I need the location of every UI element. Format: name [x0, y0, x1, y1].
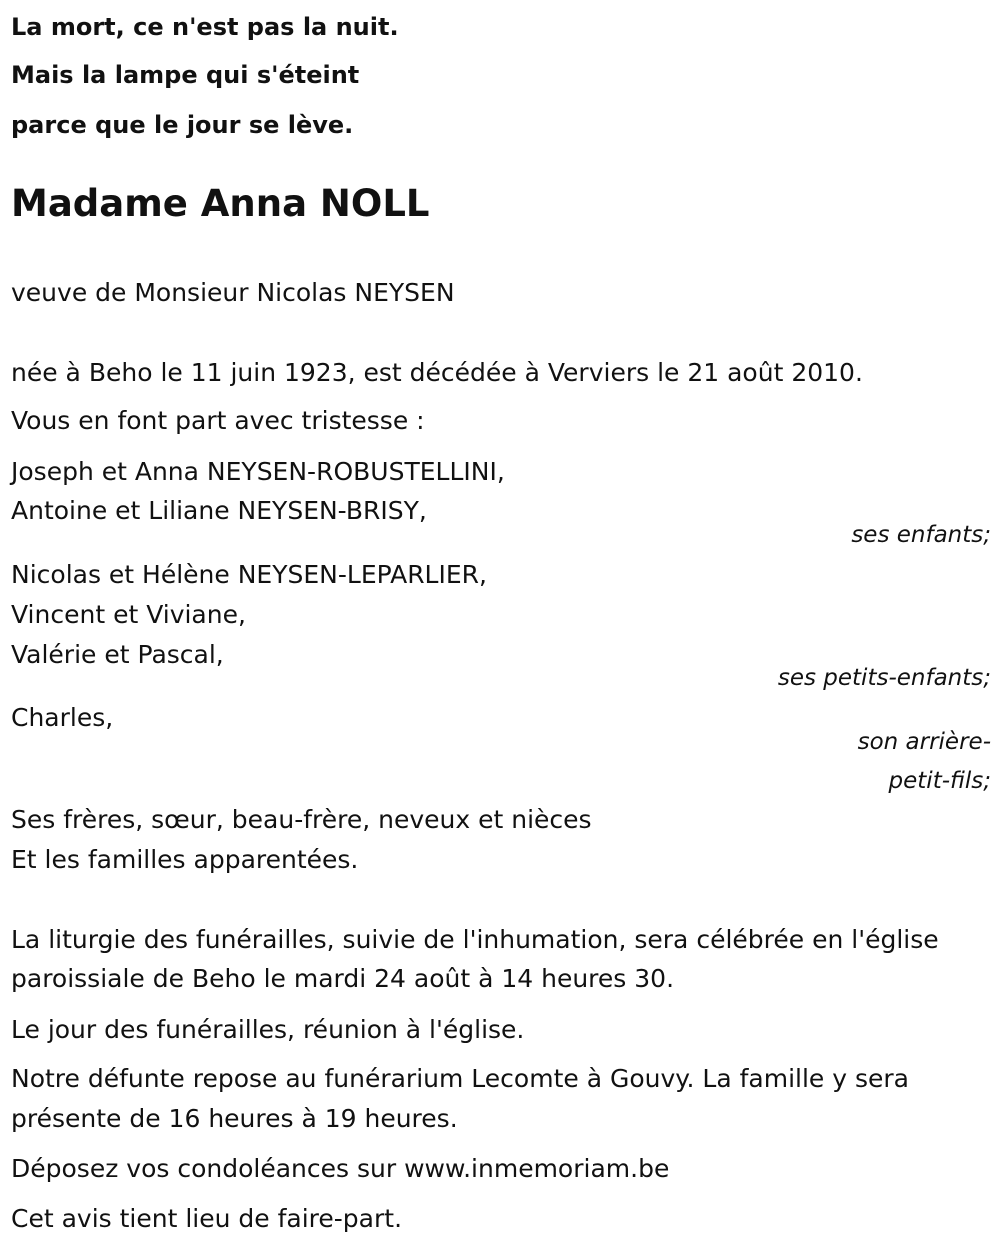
great-grandchild-role-line-2: petit-fils;	[888, 768, 991, 794]
funeral-info-line-2: paroissiale de Beho le mardi 24 août à 14 heures 30.	[11, 964, 675, 993]
other-family-line-1: Ses frères, sœur, beau-frère, neveux et nièces	[11, 805, 592, 834]
great-grandchild-line-1: Charles,	[11, 703, 114, 732]
birth-death-line: née à Beho le 11 juin 1923, est décédée à Verviers le 21 août 2010.	[11, 358, 863, 387]
epigraph-line-1: La mort, ce n'est pas la nuit.	[11, 13, 399, 41]
epigraph-line-3: parce que le jour se lève.	[11, 111, 354, 139]
great-grandchild-role-line-1: son arrière-	[857, 729, 991, 755]
gathering-info: Le jour des funérailles, réunion à l'église.	[11, 1015, 525, 1044]
funeral-info-line-1: La liturgie des funérailles, suivie de l'inhumation, sera célébrée en l'église	[11, 925, 939, 954]
repose-info-line-2: présente de 16 heures à 19 heures.	[11, 1104, 458, 1133]
grandchild-line-3: Valérie et Pascal,	[11, 640, 224, 669]
obituary-notice	[11, 0, 991, 1254]
condolences-info: Déposez vos condoléances sur www.inmemoriam.be	[11, 1154, 670, 1183]
child-line-1: Joseph et Anna NEYSEN-ROBUSTELLINI,	[11, 457, 505, 486]
other-family-line-2: Et les familles apparentées.	[11, 845, 359, 874]
grandchildren-role: ses petits-enfants;	[777, 665, 991, 691]
grandchild-line-1: Nicolas et Hélène NEYSEN-LEPARLIER,	[11, 560, 487, 589]
spouse-line: veuve de Monsieur Nicolas NEYSEN	[11, 278, 455, 307]
children-role: ses enfants;	[851, 522, 991, 548]
announcement-intro: Vous en font part avec tristesse :	[11, 406, 425, 435]
deceased-name: Madame Anna NOLL	[11, 182, 430, 225]
repose-info-line-1: Notre défunte repose au funérarium Lecomte à Gouvy. La famille y sera	[11, 1064, 909, 1093]
child-line-2: Antoine et Liliane NEYSEN-BRISY,	[11, 496, 427, 525]
closing-note: Cet avis tient lieu de faire-part.	[11, 1204, 403, 1233]
epigraph-line-2: Mais la lampe qui s'éteint	[11, 61, 360, 89]
grandchild-line-2: Vincent et Viviane,	[11, 600, 246, 629]
